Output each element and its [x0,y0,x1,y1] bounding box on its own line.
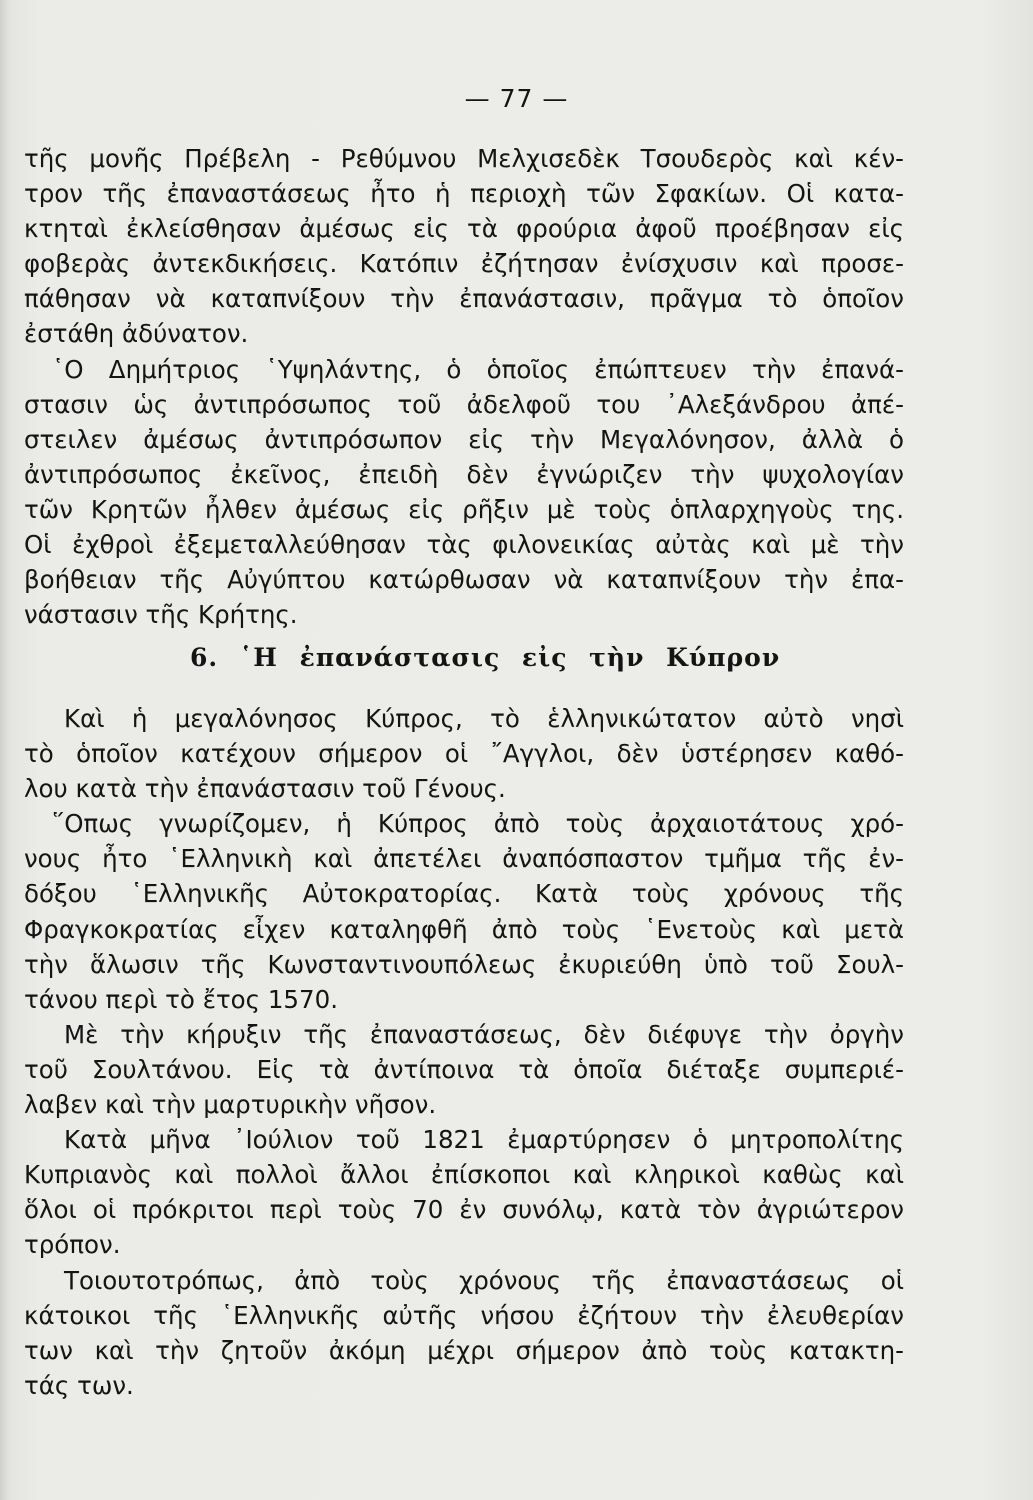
text-line: Οἱ ἐχθροὶ ἐξεμεταλλεύθησαν τὰς φιλονεικίας αὐτὰς καὶ μὲ τὴν [24,530,904,560]
text-line: κάτοικοι τῆς ῾Ελληνικῆς αὐτῆς νήσου ἐζήτουν τὴν ἐλευθερίαν [24,1300,904,1330]
text-line: τῆς μονῆς Πρέβελη - Ρεθύμνου Μελχισεδὲκ Τσουδερὸς καὶ κέν- [24,144,904,173]
text-line: στειλεν ἀμέσως ἀντιπρόσωπον εἰς τὴν Μεγαλόνησον, ἀλλὰ ὁ [24,424,904,454]
text-line: ῞Οπως γνωρίζομεν, ἡ Κύπρος ἀπὸ τοὺς ἀρχαιοτάτους χρό- [52,809,904,839]
text-line: ἀντιπρόσωπος ἐκεῖνος, ἐπειδὴ δὲν ἐγνώριζεν τὴν ψυχολογίαν [24,459,904,489]
text-line: ῾Ο Δημήτριος ῾Υψηλάντης, ὁ ὁποῖος ἐπώπτευεν τὴν ἐπανά- [52,354,904,384]
text-line: Κατὰ μῆνα ᾿Ιούλιον τοῦ 1821 ἐμαρτύρησεν ὁ μητροπολίτης [64,1125,904,1155]
text-line: τὴν ἅλωσιν τῆς Κωνσταντινουπόλεως ἐκυριεύθη ὑπὸ τοῦ Σουλ- [24,949,904,979]
text-block-crete [24,141,904,632]
text-line: τρον τῆς ἐπαναστάσεως ἦτο ἡ περιοχὴ τῶν Σφακίων. Οἱ κατα- [24,179,904,209]
text-line: νους ἦτο ῾Ελληνικὴ καὶ ἀπετέλει ἀναπόσπαστον τμῆμα τῆς ἐν- [24,844,904,874]
text-line: στασιν ὡς ἀντιπρόσωπος τοῦ ἀδελφοῦ του ᾿Αλεξάνδρου ἀπέ- [24,389,904,419]
page-number: — 77 — [464,84,569,113]
text-line: Φραγκοκρατίας εἶχεν καταληφθῆ ἀπὸ τοὺς ῾Ενετοὺς καὶ μετὰ [24,914,904,944]
text-line: τάνου περὶ τὸ ἔτος 1570. [24,984,338,1014]
text-line: τὸ ὁποῖον κατέχουν σήμερον οἱ ῎Αγγλοι, δὲν ὑστέρησεν καθό- [24,739,904,769]
text-line: Τοιουτοτρόπως, ἀπὸ τοὺς χρόνους τῆς ἐπαναστάσεως οἱ [64,1265,904,1295]
section-heading: 6. ῾Η ἐπανάστασις εἰς τὴν Κύπρον [190,643,781,672]
text-line: τρόπον. [24,1230,121,1260]
text-line: πάθησαν νὰ καταπνίξουν τὴν ἐπανάστασιν, πρᾶγμα τὸ ὁποῖον [24,284,904,314]
text-line: ἐστάθη ἀδύνατον. [24,319,249,349]
text-line: λαβεν καὶ τὴν μαρτυρικὴν νῆσον. [24,1090,437,1120]
text-line: ὅλοι οἱ πρόκριτοι περὶ τοὺς 70 ἐν συνόλῳ, κατὰ τὸν ἀγριώτερον [24,1195,904,1225]
text-line: κτηταὶ ἐκλείσθησαν ἀμέσως εἰς τὰ φρούρια ἀφοῦ προέβησαν εἰς [24,214,904,244]
text-line: τάς των. [24,1370,134,1400]
text-line: τῶν Κρητῶν ἦλθεν ἀμέσως εἰς ρῆξιν μὲ τοὺς ὁπλαρχηγοὺς της. [24,494,904,524]
text-line: λου κατὰ τὴν ἐπανάστασιν τοῦ Γένους. [24,774,506,804]
text-line: των καὶ τὴν ζητοῦν ἀκόμη μέχρι σήμερον ἀπὸ τοὺς κατακτη- [24,1335,904,1365]
text-line: Κυπριανὸς καὶ πολλοὶ ἄλλοι ἐπίσκοποι καὶ κληρικοὶ καθὼς καὶ [24,1160,904,1190]
text-line: φοβερὰς ἀντεκδικήσεις. Κατόπιν ἐζήτησαν ἐνίσχυσιν καὶ προσε- [24,249,904,279]
text-block-cyprus [24,701,904,1403]
text-line: Μὲ τὴν κήρυξιν τῆς ἐπαναστάσεως, δὲν διέφυγε τὴν ὀργὴν [64,1019,904,1049]
text-line: δόξου ῾Ελληνικῆς Αὐτοκρατορίας. Κατὰ τοὺς χρόνους τῆς [24,879,904,909]
text-line: βοήθειαν τῆς Αὐγύπτου κατώρθωσαν νὰ καταπνίξουν τὴν ἐπα- [24,565,904,595]
text-line: Καὶ ἡ μεγαλόνησος Κύπρος, τὸ ἑλληνικώτατον αὐτὸ νησὶ [64,704,904,733]
text-line: τοῦ Σουλτάνου. Εἰς τὰ ἀντίποινα τὰ ὁποῖα διέταξε συμπεριέ- [24,1054,904,1084]
text-line: νάστασιν τῆς Κρήτης. [24,600,298,630]
